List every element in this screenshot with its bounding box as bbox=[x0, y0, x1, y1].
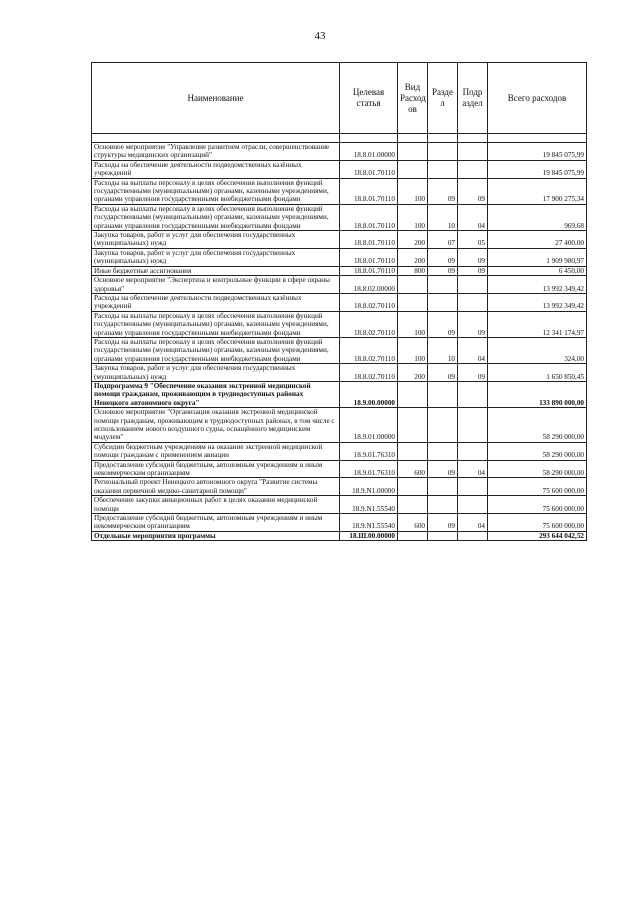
row-razdel: 09 bbox=[428, 311, 458, 337]
row-razdel bbox=[428, 143, 458, 161]
table-row bbox=[92, 364, 587, 382]
row-podrazdel bbox=[458, 160, 488, 178]
row-razdel bbox=[428, 381, 458, 407]
row-total: 58 290 000,00 bbox=[488, 460, 587, 478]
row-vid bbox=[398, 276, 428, 294]
row-razdel: 09 bbox=[428, 514, 458, 532]
row-podrazdel: 04 bbox=[458, 204, 488, 230]
row-razdel bbox=[428, 478, 458, 496]
row-target-code: 18.8.02.70110 bbox=[340, 311, 398, 337]
row-podrazdel: 04 bbox=[458, 337, 488, 363]
table-row bbox=[92, 311, 587, 337]
row-podrazdel: 04 bbox=[458, 460, 488, 478]
row-name: Региональный проект Ненецкого автономного округа "Развитие системы оказания первичной медико-санитарной помощи" bbox=[92, 478, 340, 496]
row-target-code: 18.9.N1.55540 bbox=[340, 496, 398, 514]
table-row bbox=[92, 248, 587, 266]
row-vid: 100 bbox=[398, 311, 428, 337]
row-podrazdel bbox=[458, 143, 488, 161]
row-target-code: 18.8.01.70110 bbox=[340, 160, 398, 178]
spacer-row bbox=[92, 134, 587, 143]
row-vid: 200 bbox=[398, 231, 428, 249]
row-name: Расходы на выплаты персоналу в целях обеспечения выполнения функций государственными (муниципальными) органами, казенными учреждениями, органами управления государственными внебюджетными фондами bbox=[92, 337, 340, 363]
row-razdel: 10 bbox=[428, 204, 458, 230]
row-podrazdel bbox=[458, 381, 488, 407]
row-podrazdel: 09 bbox=[458, 311, 488, 337]
row-name: Расходы на обеспечение деятельности подведомственных казённых учреждений bbox=[92, 160, 340, 178]
row-total: 75 600 000,00 bbox=[488, 514, 587, 532]
row-total: 75 600 000,00 bbox=[488, 478, 587, 496]
row-razdel bbox=[428, 496, 458, 514]
header-target: Целевая статья bbox=[340, 63, 398, 134]
row-razdel: 09 bbox=[428, 178, 458, 204]
table-row bbox=[92, 531, 587, 540]
row-podrazdel: 05 bbox=[458, 231, 488, 249]
row-total: 13 992 349,42 bbox=[488, 276, 587, 294]
row-total: 6 450,00 bbox=[488, 266, 587, 275]
row-razdel bbox=[428, 293, 458, 311]
row-target-code: 18.8.01.70110 bbox=[340, 266, 398, 275]
row-razdel bbox=[428, 442, 458, 460]
row-vid bbox=[398, 496, 428, 514]
row-name: Закупка товаров, работ и услуг для обеспечения государственных (муниципальных) нужд bbox=[92, 231, 340, 249]
row-vid bbox=[398, 160, 428, 178]
row-vid bbox=[398, 531, 428, 540]
header-total: Всего расходов bbox=[488, 63, 587, 134]
row-vid: 600 bbox=[398, 514, 428, 532]
row-name: Расходы на выплаты персоналу в целях обеспечения выполнения функций государственными (муниципальными) органами, казенными учреждениями, органами управления государственными внебюджетными фондами bbox=[92, 204, 340, 230]
row-total: 19 845 075,99 bbox=[488, 143, 587, 161]
row-name: Иные бюджетные ассигнования bbox=[92, 266, 340, 275]
row-name: Основное мероприятие "Организация оказания экстренной медицинской помощи гражданам, проживающим в труднодоступных районах, в том числе с использованием нового воздушного судна, оснащённого медицинским модулем" bbox=[92, 408, 340, 443]
row-total: 324,00 bbox=[488, 337, 587, 363]
spacer-cell bbox=[488, 134, 587, 143]
row-target-code: 18.8.02.70110 bbox=[340, 293, 398, 311]
row-name: Расходы на выплаты персоналу в целях обеспечения выполнения функций государственными (муниципальными) органами, казенными учреждениями, органами управления государственными внебюджетными фондами bbox=[92, 178, 340, 204]
row-vid: 200 bbox=[398, 248, 428, 266]
header-razdel: Разде л bbox=[428, 63, 458, 134]
row-podrazdel: 04 bbox=[458, 514, 488, 532]
row-name: Отдельные мероприятия программы bbox=[92, 531, 340, 540]
row-vid bbox=[398, 381, 428, 407]
table-row bbox=[92, 408, 587, 443]
row-vid: 800 bbox=[398, 266, 428, 275]
spacer-cell bbox=[340, 134, 398, 143]
row-name: Основное мероприятие "Экспертиза и контрольные функции в сфере охраны здоровья" bbox=[92, 276, 340, 294]
table-row bbox=[92, 266, 587, 275]
row-target-code: 18.9.N1.00000 bbox=[340, 478, 398, 496]
table-row bbox=[92, 442, 587, 460]
row-vid: 600 bbox=[398, 460, 428, 478]
row-target-code: 18.8.01.00000 bbox=[340, 143, 398, 161]
row-total: 58 290 000,00 bbox=[488, 408, 587, 443]
spacer-cell bbox=[458, 134, 488, 143]
row-target-code: 18.8.02.00000 bbox=[340, 276, 398, 294]
row-vid bbox=[398, 293, 428, 311]
table-row bbox=[92, 231, 587, 249]
row-vid bbox=[398, 143, 428, 161]
row-target-code: 18.9.01.00000 bbox=[340, 408, 398, 443]
row-target-code: 18.8.01.70110 bbox=[340, 248, 398, 266]
row-total: 75 600 000,00 bbox=[488, 496, 587, 514]
row-name: Подпрограмма 9 "Обеспечение оказания экстренной медицинской помощи гражданам, проживающим в труднодоступных районах Ненецкого автономного округа" bbox=[92, 381, 340, 407]
table-row bbox=[92, 496, 587, 514]
spacer-cell bbox=[92, 134, 340, 143]
row-total: 1 650 850,45 bbox=[488, 364, 587, 382]
row-target-code: 18.9.N1.55540 bbox=[340, 514, 398, 532]
spacer-cell bbox=[398, 134, 428, 143]
row-name: Субсидии бюджетным учреждениям на оказание экстренной медицинской помощи гражданам с применением авиации bbox=[92, 442, 340, 460]
row-name: Закупка товаров, работ и услуг для обеспечения государственных (муниципальных) нужд bbox=[92, 248, 340, 266]
row-razdel bbox=[428, 160, 458, 178]
row-name: Расходы на выплаты персоналу в целях обеспечения выполнения функций государственными (муниципальными) органами, казенными учреждениями, органами управления государственными внебюджетными фондами bbox=[92, 311, 340, 337]
row-total: 969,68 bbox=[488, 204, 587, 230]
row-name: Обеспечение закупки авиационных работ в целях оказания медицинской помощи bbox=[92, 496, 340, 514]
row-vid bbox=[398, 478, 428, 496]
row-podrazdel bbox=[458, 496, 488, 514]
row-total: 27 400,00 bbox=[488, 231, 587, 249]
row-target-code: 18.8.01.70110 bbox=[340, 204, 398, 230]
row-podrazdel bbox=[458, 408, 488, 443]
row-total: 58 290 000,00 bbox=[488, 442, 587, 460]
row-name: Расходы на обеспечение деятельности подведомственных казённых учреждений bbox=[92, 293, 340, 311]
row-vid: 200 bbox=[398, 364, 428, 382]
table-row bbox=[92, 337, 587, 363]
table-row bbox=[92, 460, 587, 478]
row-podrazdel bbox=[458, 531, 488, 540]
row-total: 19 845 075,99 bbox=[488, 160, 587, 178]
row-podrazdel bbox=[458, 276, 488, 294]
row-razdel: 09 bbox=[428, 364, 458, 382]
row-razdel bbox=[428, 531, 458, 540]
row-razdel: 10 bbox=[428, 337, 458, 363]
row-podrazdel bbox=[458, 293, 488, 311]
row-total: 1 909 980,97 bbox=[488, 248, 587, 266]
row-total: 133 890 000,00 bbox=[488, 381, 587, 407]
table-row bbox=[92, 204, 587, 230]
row-total: 12 341 174,97 bbox=[488, 311, 587, 337]
row-target-code: 18.Ш.00.00000 bbox=[340, 531, 398, 540]
table-row bbox=[92, 160, 587, 178]
budget-table bbox=[91, 62, 587, 541]
row-target-code: 18.9.01.76310 bbox=[340, 460, 398, 478]
table-row bbox=[92, 478, 587, 496]
row-target-code: 18.8.01.70110 bbox=[340, 178, 398, 204]
row-podrazdel: 09 bbox=[458, 364, 488, 382]
row-razdel bbox=[428, 408, 458, 443]
row-target-code: 18.8.01.70110 bbox=[340, 231, 398, 249]
row-name: Закупка товаров, работ и услуг для обеспечения государственных (муниципальных) нужд bbox=[92, 364, 340, 382]
row-total: 293 644 042,52 bbox=[488, 531, 587, 540]
row-razdel bbox=[428, 276, 458, 294]
row-total: 13 992 349,42 bbox=[488, 293, 587, 311]
row-vid: 100 bbox=[398, 204, 428, 230]
table-row bbox=[92, 293, 587, 311]
row-podrazdel: 09 bbox=[458, 248, 488, 266]
table-body bbox=[92, 134, 587, 541]
row-razdel: 09 bbox=[428, 248, 458, 266]
spacer-cell bbox=[428, 134, 458, 143]
header-vid: Вид Расход ов bbox=[398, 63, 428, 134]
table-row bbox=[92, 381, 587, 407]
row-target-code: 18.9.00.00000 bbox=[340, 381, 398, 407]
row-vid: 100 bbox=[398, 337, 428, 363]
header-name: Наименование bbox=[92, 63, 340, 134]
row-podrazdel: 09 bbox=[458, 178, 488, 204]
row-target-code: 18.9.01.76310 bbox=[340, 442, 398, 460]
table-row bbox=[92, 276, 587, 294]
row-name: Основное мероприятие "Управление развитием отрасли, совершенствование структуры медицинских организаций" bbox=[92, 143, 340, 161]
row-name: Предоставление субсидий бюджетным, автономным учреждениям и иным некоммерческим организациям bbox=[92, 514, 340, 532]
row-target-code: 18.8.02.70110 bbox=[340, 364, 398, 382]
row-razdel: 07 bbox=[428, 231, 458, 249]
table-header-row bbox=[92, 63, 587, 134]
header-podrazdel: Подр аздел bbox=[458, 63, 488, 134]
table-row bbox=[92, 178, 587, 204]
table-row bbox=[92, 143, 587, 161]
row-vid bbox=[398, 408, 428, 443]
row-podrazdel bbox=[458, 478, 488, 496]
row-name: Предоставление субсидий бюджетным, автономным учреждениям и иным некоммерческим организациям bbox=[92, 460, 340, 478]
row-razdel: 09 bbox=[428, 460, 458, 478]
table-row bbox=[92, 514, 587, 532]
row-podrazdel: 09 bbox=[458, 266, 488, 275]
row-podrazdel bbox=[458, 442, 488, 460]
row-razdel: 09 bbox=[428, 266, 458, 275]
row-target-code: 18.8.02.70110 bbox=[340, 337, 398, 363]
row-vid: 100 bbox=[398, 178, 428, 204]
row-total: 17 900 275,34 bbox=[488, 178, 587, 204]
page-number: 43 bbox=[314, 30, 326, 42]
row-vid bbox=[398, 442, 428, 460]
